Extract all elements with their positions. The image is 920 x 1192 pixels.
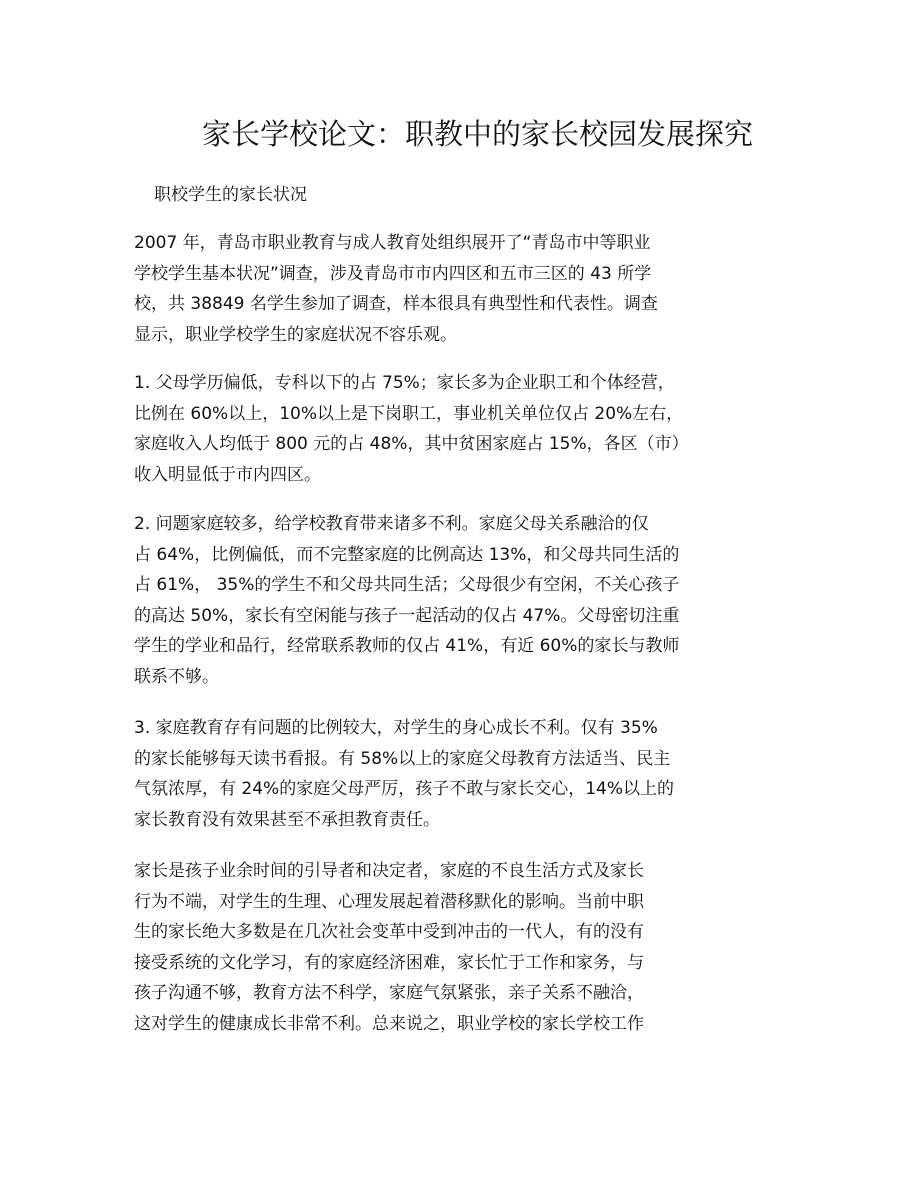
paragraph-parent-influence	[134, 856, 644, 1039]
text-line: 1. 父母学历偏低，专科以下的占 75%；家长多为企业职工和个体经营，	[134, 373, 675, 393]
text-line: 气氛浓厚，有 24%的家庭父母严厉，孩子不敢与家长交心，14%以上的	[134, 779, 674, 799]
text-line: 家长是孩子业余时间的引导者和决定者，家庭的不良生活方式及家长	[134, 861, 644, 881]
text-line: 这对学生的健康成长非常不利。总来说之，职业学校的家长学校工作	[134, 1013, 644, 1034]
text-line: 家庭收入人均低于 800 元的占 48%，其中贫困家庭占 15%，各区（市）	[134, 434, 689, 454]
text-line: 接受系统的文化学习，有的家庭经济困难，家长忙于工作和家务，与	[134, 952, 644, 973]
text-line: 的家长能够每天读书看报。有 58%以上的家庭父母教育方法适当、民主	[134, 748, 671, 769]
section-subheading: 职校学生的家长状况	[154, 185, 307, 205]
paragraph-survey-intro	[134, 228, 658, 350]
text-line: 的高达 50%，家长有空闲能与孩子一起活动的仅占 47%。父母密切注重	[134, 605, 680, 626]
text-line: 收入明显低于市内四区。	[134, 464, 321, 485]
paragraph-point-2	[134, 509, 679, 692]
text-line: 2. 问题家庭较多，给学校教育带来诸多不利。家庭父母关系融洽的仅	[134, 514, 649, 534]
text-line: 学生的学业和品行，经常联系教师的仅占 41%，有近 60%的家长与教师	[134, 636, 680, 656]
text-line: 比例在 60%以上，10%以上是下岗职工，事业机关单位仅占 20%左右，	[134, 403, 684, 424]
text-line: 2007 年，青岛市职业教育与成人教育处组织展开了“青岛市中等职业	[134, 233, 651, 253]
text-line: 显示，职业学校学生的家庭状况不容乐观。	[134, 324, 457, 345]
text-line: 3. 家庭教育存有问题的比例较大，对学生的身心成长不利。仅有 35%	[134, 718, 658, 738]
text-line: 孩子沟通不够，教育方法不科学，家庭气氛紧张，亲子关系不融洽，	[134, 983, 644, 1003]
paragraph-point-1	[134, 368, 689, 490]
text-line: 占 61%， 35%的学生不和父母共同生活；父母很少有空闲，不关心孩子	[134, 575, 680, 595]
paragraph-point-3	[134, 713, 674, 835]
text-line: 家长教育没有效果甚至不承担教育责任。	[134, 809, 440, 830]
page-title: 家长学校论文：职教中的家长校园发展探究	[202, 117, 754, 151]
text-line: 学校学生基本状况”调查，涉及青岛市市内四区和五市三区的 43 所学	[134, 263, 652, 284]
text-line: 联系不够。	[134, 666, 219, 687]
text-line: 行为不端，对学生的生理、心理发展起着潜移默化的影响。当前中职	[134, 891, 644, 912]
text-line: 校，共 38849 名学生参加了调查，样本很具有典型性和代表性。调查	[134, 294, 658, 314]
text-line: 占 64%，比例偏低，而不完整家庭的比例高达 13%，和父母共同生活的	[134, 544, 680, 565]
text-line: 生的家长绝大多数是在几次社会变革中受到冲击的一代人，有的没有	[134, 922, 644, 942]
